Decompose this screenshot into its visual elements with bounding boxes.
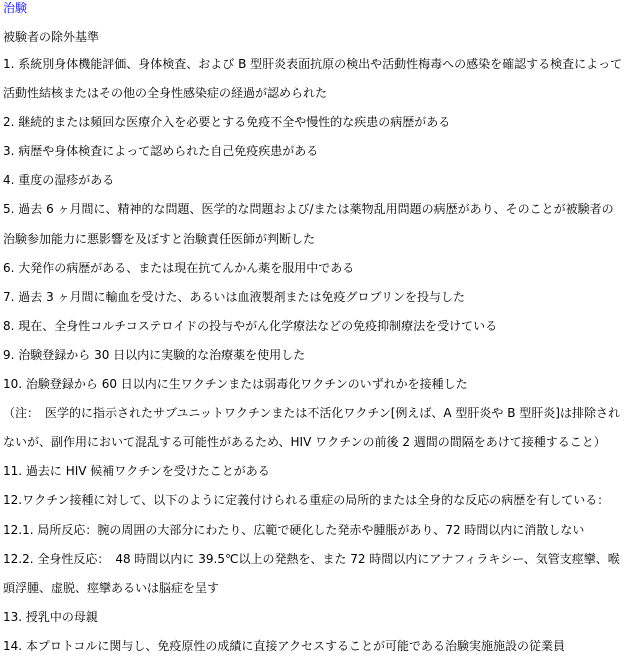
criteria-line: 2. 継続的または頻回な医療介入を必要とする免疫不全や慢性的な疾患の病歴がある <box>3 115 451 130</box>
document-page <box>3 0 627 661</box>
criteria-line: 5. 過去 6 ヶ月間に、精神的な問題、医学的な問題および/または薬物乱用問題の病歴があり、そのことが被験者の <box>3 202 614 217</box>
criteria-item <box>3 137 627 166</box>
criteria-item <box>3 312 627 341</box>
criteria-line: 3. 病歴や身体検査によって認められた自己免疫疾患がある <box>3 144 319 159</box>
criteria-item <box>3 457 627 486</box>
criteria-item <box>3 283 627 312</box>
criteria-line: 6. 大発作の病歴がある、または現在抗てんかん薬を服用中である <box>3 260 355 275</box>
criteria-line: 頭浮腫、虚脱、痙攣あるいは脳症を呈す <box>3 580 220 595</box>
section-heading: 被験者の除外基準 <box>3 30 100 44</box>
criteria-line: 8. 現在、全身性コルチコステロイドの投与やがん化学療法などの免疫抑制療法を受けている <box>3 318 498 333</box>
criteria-line: 11. 過去に HIV 候補ワクチンを受けたことがある <box>3 464 270 479</box>
title-link[interactable]: 治験 <box>3 1 28 15</box>
criteria-item <box>3 166 627 195</box>
criteria-line: 7. 過去 3 ヶ月間に輸血を受けた、あるいは血液製剤または免疫グロブリンを投与した <box>3 289 466 304</box>
criteria-line: 10. 治験登録から 60 日以内に生ワクチンまたは弱毒化ワクチンのいずれかを接種した <box>3 377 468 392</box>
criteria-line: 治験参加能力に悪影響を及ぼすと治験責任医師が判断した <box>3 231 316 246</box>
criteria-item <box>3 341 627 370</box>
criteria-line: ないが、副作用において混乱する可能性があるため、HIV ワクチンの前後 2 週間の間隔をあけて接種すること） <box>3 435 606 450</box>
criteria-line: 14. 本プロトコルに関与し、免疫原性の成績に直接アクセスすることが可能である治験実施施設の従業員 <box>3 638 566 653</box>
criteria-line: 13. 授乳中の母親 <box>3 609 98 624</box>
criteria-line: （注： 医学的に指示されたサブユニットワクチンまたは不活化ワクチン[例えば、A 型肝炎や B 型肝炎]は排除され <box>3 406 620 421</box>
criteria-item <box>3 545 627 603</box>
criteria-line: 1. 系統別身体機能評価、身体検査、および B 型肝炎表面抗原の検出や活動性梅毒への感染を確認する検査によって <box>3 57 623 71</box>
criteria-line: 4. 重度の湿疹がある <box>3 173 115 188</box>
criteria-line: 活動性結核またはその他の全身性感染症の経過が認められた <box>3 86 328 101</box>
criteria-line: 12.1. 局所反応：腕の周囲の大部分にわたり、広範で硬化した発赤や腫脹があり、72 時間以内に消散しない <box>3 522 585 537</box>
criteria-item <box>3 632 627 661</box>
exclusion-criteria-list <box>3 50 627 661</box>
criteria-item <box>3 370 627 457</box>
criteria-item <box>3 108 627 137</box>
criteria-item <box>3 195 627 253</box>
criteria-item <box>3 486 627 515</box>
criteria-item <box>3 603 627 632</box>
criteria-line: 12.ワクチン接種に対して、以下のように定義付けられる重症の局所的または全身的な反応の病歴を有している： <box>3 493 610 508</box>
criteria-item <box>3 516 627 545</box>
criteria-item <box>3 254 627 283</box>
criteria-line: 12.2. 全身性反応： 48 時間以内に 39.5℃以上の発熱を、また 72 時間以内にアナフィラキシー、気管支痙攣、喉 <box>3 551 620 566</box>
criteria-item <box>3 50 627 108</box>
criteria-line: 9. 治験登録から 30 日以内に実験的な治療薬を使用した <box>3 347 306 362</box>
